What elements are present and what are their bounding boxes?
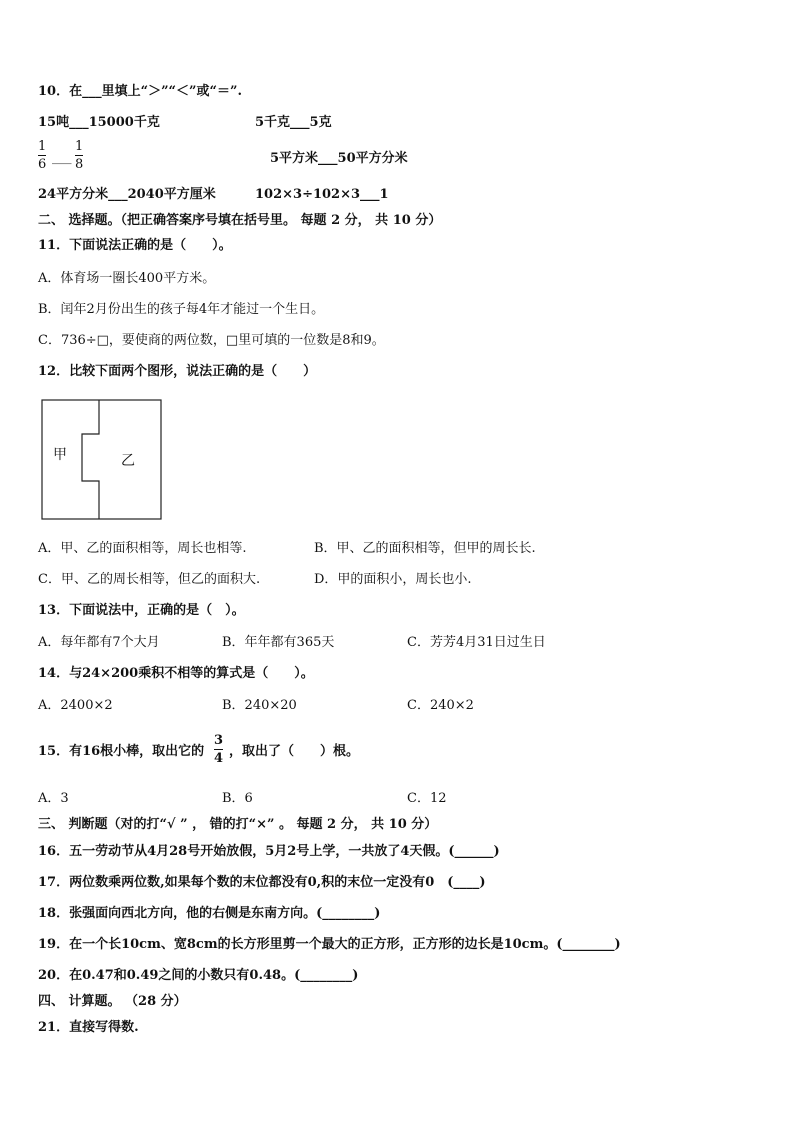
- q14-option-b: B．240×20: [222, 698, 297, 713]
- dividing-line: [82, 400, 99, 519]
- q14-stem: 14．与24×200乘积不相等的算式是（ ）。: [38, 666, 314, 681]
- q11-option-a: A．体育场一圈长400平方米。: [38, 271, 216, 286]
- q10-row3-right: 102×3÷102×3___1: [255, 187, 389, 202]
- q15-option-b: B．6: [222, 791, 253, 806]
- section3-heading: 三、 判断题（对的打“√ ” ， 错的打“×” 。 每题 2 分， 共 10 分）: [38, 817, 438, 832]
- q10-fraction-left: [38, 139, 46, 172]
- fraction-bar: [38, 155, 46, 156]
- q12-option-d: D．甲的面积小，周长也小.: [314, 572, 472, 587]
- q12-option-b: B．甲、乙的面积相等，但甲的周长长.: [314, 541, 536, 556]
- q20-statement: 20．在0.47和0.49之间的小数只有0.48。(________): [38, 968, 359, 983]
- q15-option-c: C．12: [407, 791, 447, 806]
- q15-stem-post: ，取出了（ ）根。: [229, 744, 360, 759]
- fraction-denominator: 6: [38, 157, 47, 172]
- q11-option-b: B．闰年2月份出生的孩子每4年才能过一个生日。: [38, 302, 325, 317]
- q13-option-c: C．芳芳4月31日过生日: [407, 635, 546, 650]
- fraction-bar: [75, 155, 83, 156]
- q15-option-a: A．3: [38, 791, 69, 806]
- fraction-numerator: 1: [75, 139, 84, 154]
- q10-row1-right: 5千克___5克: [255, 115, 332, 130]
- fraction-denominator: 8: [75, 157, 84, 172]
- q13-stem: 13．下面说法中，正确的是（ ）。: [38, 603, 245, 618]
- q12-stem: 12．比较下面两个图形，说法正确的是（ ）: [38, 364, 317, 379]
- fraction-bar: [214, 749, 223, 750]
- q19-statement: 19．在一个长10cm、宽8cm的长方形里剪一个最大的正方形，正方形的边长是10cm。(________): [38, 937, 621, 952]
- q14-option-c: C．240×2: [407, 698, 474, 713]
- q10-row2-right: 5平方米___50平方分米: [270, 151, 408, 166]
- q15-fraction: [214, 733, 223, 766]
- fraction-numerator: 1: [38, 139, 47, 154]
- q21-stem: 21．直接写得数.: [38, 1020, 139, 1035]
- q11-stem: 11．下面说法正确的是（ ）。: [38, 238, 232, 253]
- q10-row3-left: 24平方分米___2040平方厘米: [38, 187, 216, 202]
- q12-option-a: A．甲、乙的面积相等，周长也相等.: [38, 541, 247, 556]
- q10-row1-left: 15吨___15000千克: [38, 115, 160, 130]
- q17-statement: 17．两位数乘两位数,如果每个数的末位都没有0,积的末位一定没有0 (____): [38, 875, 486, 890]
- q12-label-yi: 乙: [121, 453, 135, 469]
- q16-statement: 16．五一劳动节从4月28号开始放假，5月2号上学，一共放了4天假。(______): [38, 844, 500, 859]
- q13-option-a: A．每年都有7个大月: [38, 635, 160, 650]
- fraction-numerator: 3: [214, 733, 224, 748]
- q18-statement: 18．张强面向西北方向，他的右侧是东南方向。(________): [38, 906, 381, 921]
- q10-fraction-right: [75, 139, 83, 172]
- q12-label-jia: 甲: [53, 447, 67, 463]
- q15-stem-pre: 15．有16根小棒，取出它的: [38, 744, 205, 759]
- q11-option-c: C．736÷□，要使商的两位数，□里可填的一位数是8和9。: [38, 333, 385, 348]
- q13-option-b: B．年年都有365天: [222, 635, 335, 650]
- q14-option-a: A．2400×2: [38, 698, 113, 713]
- section4-heading: 四、 计算题。 （28 分）: [38, 994, 187, 1009]
- q12-option-c: C．甲、乙的周长相等，但乙的面积大.: [38, 572, 261, 587]
- fraction-denominator: 4: [214, 751, 224, 766]
- section2-heading: 二、 选择题。（把正确答案序号填在括号里。 每题 2 分， 共 10 分）: [38, 213, 442, 228]
- q10-prompt: 10．在___里填上“＞”“＜”或“＝”.: [38, 84, 242, 99]
- q10-compare-blank: ___: [52, 150, 72, 165]
